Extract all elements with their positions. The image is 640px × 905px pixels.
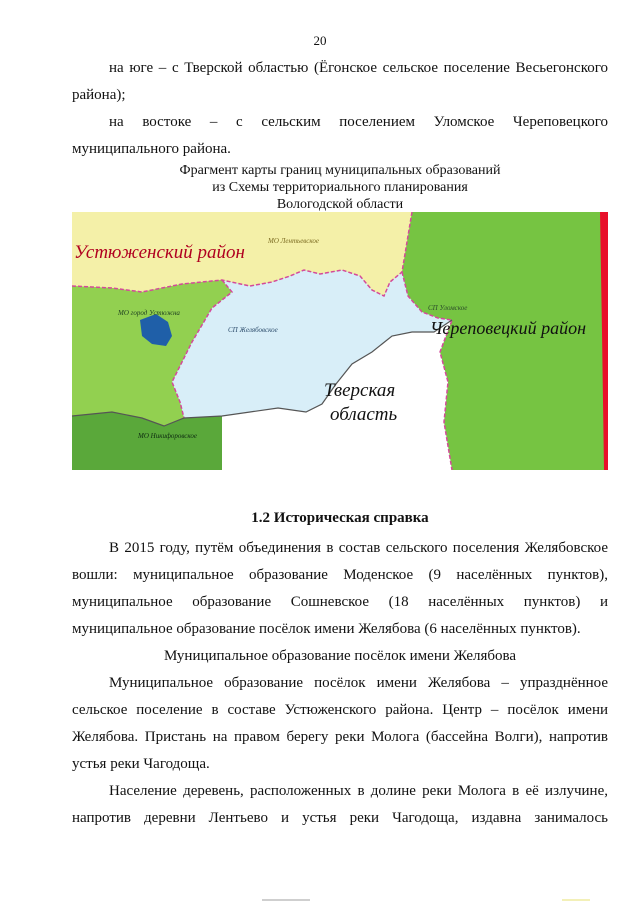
page-number: 20 — [313, 33, 327, 48]
map-caption-line1: Фрагмент карты границ муниципальных образований — [179, 163, 501, 178]
label-gorod-ustyuzhna: МО город Устюжна — [118, 309, 180, 317]
label-nikiforovskoe: МО Никифоровское — [138, 432, 198, 440]
south-border-line1: на юге – с Тверской областью (Ёгонское сельское поселение Весьегонского — [109, 60, 608, 76]
label-ulomskoe: СП Уломское — [428, 304, 468, 312]
para2-line4: устья реки Чагодоща. — [72, 756, 210, 772]
map-caption-line3: Вологодской области — [276, 197, 404, 212]
subheading: Муниципальное образование посёлок имени Желябова — [163, 648, 517, 664]
south-border-line2: района); — [72, 87, 126, 103]
label-zhelyabovskoe: СП Желябовское — [228, 326, 278, 334]
footer-mark-left — [262, 899, 310, 901]
para3-line1: Население деревень, расположенных в долине реки Молога в её излучине, — [109, 783, 608, 799]
footer-mark-right — [562, 899, 590, 901]
para1-line2: вошли: муниципальное образование Моденское (9 населённых пунктов), — [72, 567, 608, 583]
para2-line3: Желябова. Пристань на правом берегу реки Молога (бассейна Волги), напротив — [72, 729, 608, 745]
east-border-line2: муниципального района. — [72, 141, 231, 157]
para3-line2: напротив деревни Лентьево и устья реки Чагодоща, издавна занималось — [72, 810, 608, 826]
para1-line1: В 2015 году, путём объединения в состав сельского поселения Желябовское — [109, 540, 608, 556]
nikiforovskoe-area — [72, 412, 222, 470]
east-border-line1: на востоке – с сельским поселением Уломское Череповецкого — [109, 114, 608, 130]
para1-line4: муниципальное образование посёлок имени Желябова (6 населённых пунктов). — [72, 621, 581, 637]
section-heading: 1.2 Историческая справка — [251, 510, 429, 526]
para2-line1: Муниципальное образование посёлок имени Желябова – упразднённое — [109, 675, 608, 691]
label-ustyuzhensky: Устюженский район — [74, 242, 245, 263]
map-caption-line2: из Схемы территориального планирования — [212, 180, 468, 195]
label-cherepovetsky: Череповецкий район — [430, 318, 587, 338]
label-tverskaya-2: область — [330, 404, 398, 425]
label-tverskaya-1: Тверская — [324, 380, 396, 401]
para2-line2: сельское поселение в составе Устюженского района. Центр – посёлок имени — [72, 702, 608, 718]
para1-line3: муниципальное образование Сошневское (18 населённых пунктов) и — [72, 594, 608, 610]
boundary-map — [72, 212, 608, 470]
label-lentyevskoe: МО Лентьевское — [268, 237, 319, 245]
map-caption — [72, 162, 608, 213]
